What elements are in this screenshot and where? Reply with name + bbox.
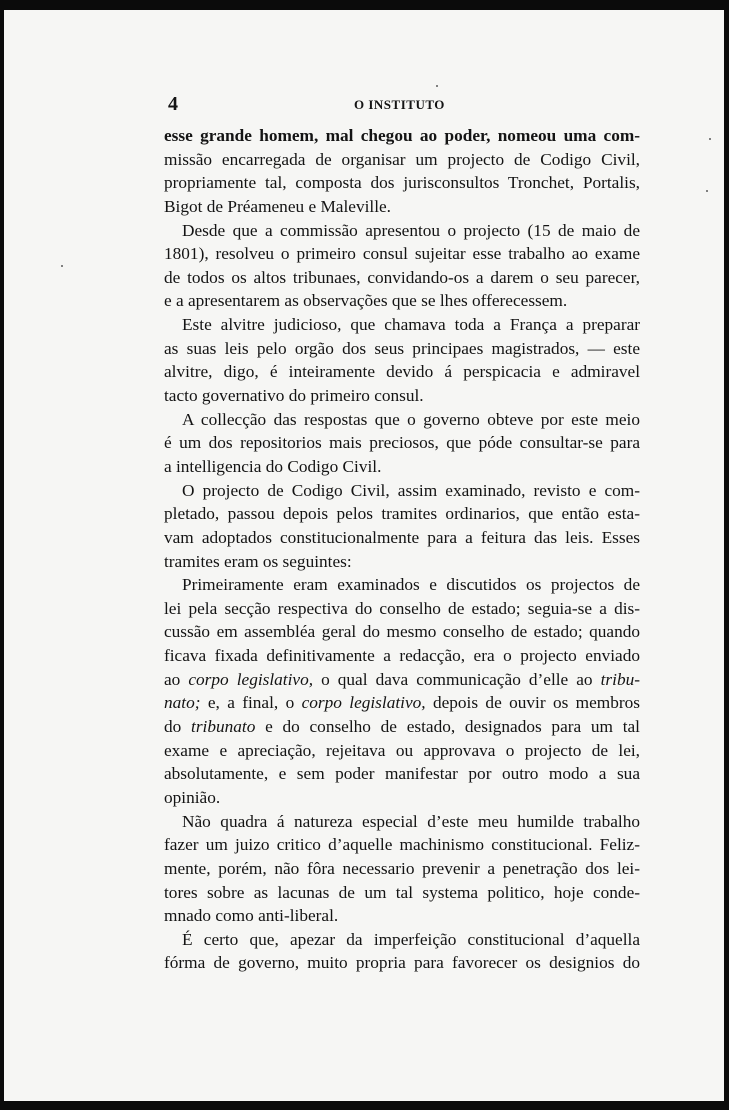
page-header xyxy=(168,93,642,117)
text-line: pletado, passou depois pelos tramites ordinarios, que então esta- xyxy=(164,504,640,524)
page-number: 4 xyxy=(168,93,178,115)
paper-speck xyxy=(706,190,708,192)
text-line: fórma de governo, muito propria para favorecer os designios do xyxy=(164,953,640,973)
text-line xyxy=(164,715,640,739)
text-line xyxy=(164,691,640,715)
text-line: tacto governativo do primeiro consul. xyxy=(164,386,424,406)
text-line: a intelligencia do Codigo Civil. xyxy=(164,456,382,476)
text-line: alvitre, digo, é inteiramente devido á perspicacia e admiravel xyxy=(164,362,640,382)
text-line: Primeiramente eram examinados e discutidos os projectos de xyxy=(182,575,640,595)
text-segment: e do conselho de estado, designados para um tal xyxy=(255,717,640,737)
text-line: absolutamente, e sem poder manifestar por outro modo a sua xyxy=(164,764,640,784)
scan-border-bottom xyxy=(0,1101,729,1110)
italic-text: nato; xyxy=(164,693,201,713)
text-line: e a apresentarem as observações que se lhes offerecessem. xyxy=(164,291,568,311)
text-line: as suas leis pelo orgão dos seus principaes magistrados, — este xyxy=(164,338,640,358)
text-line: tores sobre as lacunas de um tal systema politico, hoje conde- xyxy=(164,882,640,902)
paper-speck xyxy=(709,138,711,140)
text-line: de todos os altos tribunaes, convidando-os a darem o seu parecer, xyxy=(164,267,640,287)
text-line: 1801), resolveu o primeiro consul sujeitar esse trabalho ao exame xyxy=(164,244,640,264)
text-line: A collecção das respostas que o governo obteve por este meio xyxy=(182,409,640,429)
italic-text: corpo legislativo, xyxy=(188,669,314,689)
text-line: mnado como anti-liberal. xyxy=(164,906,339,926)
italic-text: tribu- xyxy=(600,669,640,689)
text-line: lei pela secção respectiva do conselho de estado; seguia-se a dis- xyxy=(164,598,640,618)
text-line: Não quadra á natureza especial d’este meu humilde trabalho xyxy=(182,811,640,831)
text-line: fazer um juizo critico d’aquelle machinismo constitucional. Feliz- xyxy=(164,835,640,855)
scan-border-right xyxy=(724,0,729,1110)
text-line: tramites eram os seguintes: xyxy=(164,551,352,571)
paper-speck xyxy=(436,85,438,87)
text-line: Bigot de Préameneu e Maleville. xyxy=(164,196,391,216)
text-line: propriamente tal, composta dos jurisconsultos Tronchet, Portalis, xyxy=(164,173,640,193)
text-segment: o qual dava communicação d’elle ao xyxy=(313,669,601,689)
text-segment: e, a final, o xyxy=(200,693,302,713)
text-line: cussão em assembléa geral do mesmo conselho de estado; quando xyxy=(164,622,640,642)
text-segment: ao xyxy=(164,669,189,689)
text-line: esse grande homem, mal chegou ao poder, nomeou uma com- xyxy=(164,126,640,145)
text-line: exame e apreciação, rejeitava ou approvava o projecto de lei, xyxy=(164,740,640,760)
text-segment: do xyxy=(164,717,192,737)
body-text xyxy=(164,124,640,975)
text-line: Este alvitre judicioso, que chamava toda a França a preparar xyxy=(182,315,640,335)
text-line: É certo que, apezar da imperfeição constitucional d’aquella xyxy=(182,929,640,949)
paper-speck xyxy=(61,265,63,267)
text-line: missão encarregada de organisar um projecto de Codigo Civil, xyxy=(164,149,640,169)
text-line: é um dos repositorios mais preciosos, que póde consultar-se para xyxy=(164,433,640,453)
text-line: vam adoptados constitucionalmente para a feitura das leis. Esses xyxy=(164,527,640,547)
text-line: Desde que a commissão apresentou o projecto (15 de maio de xyxy=(182,220,640,240)
text-line: ficava fixada definitivamente a redacção, era o projecto enviado xyxy=(164,646,640,666)
text-segment: depois de ouvir os membros xyxy=(425,693,640,713)
scan-border-top xyxy=(0,0,729,10)
italic-text: corpo legislativo, xyxy=(301,693,426,713)
running-title: O INSTITUTO xyxy=(354,97,445,112)
italic-text: tribunato xyxy=(191,717,256,737)
text-line xyxy=(164,668,640,692)
text-line: mente, porém, não fôra necessario prevenir a penetração dos lei- xyxy=(164,858,640,878)
text-line: O projecto de Codigo Civil, assim examinado, revisto e com- xyxy=(182,480,640,500)
text-line: opinião. xyxy=(164,787,221,807)
